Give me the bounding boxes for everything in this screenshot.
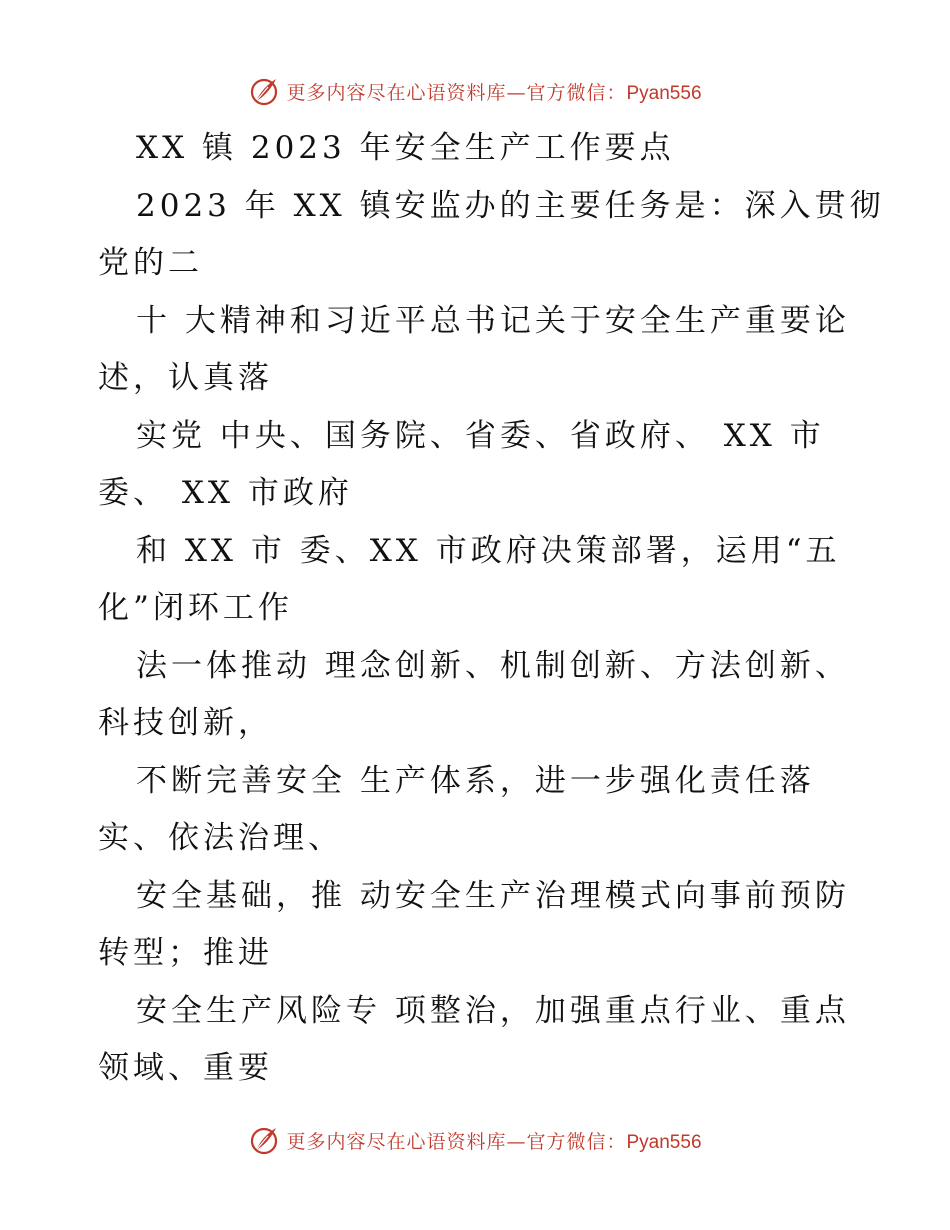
paragraph-line: 领域、重要 <box>98 1050 273 1086</box>
footer-watermark-banner <box>0 1120 950 1160</box>
watermark-text: 更多内容尽在心语资料库—官方微信：Pyan556 <box>286 1130 702 1153</box>
watermark-text: 更多内容尽在心语资料库—官方微信：Pyan556 <box>286 81 702 104</box>
paragraph-line: 2023 年 XX 镇安监办的主要任务是：深入贯彻 <box>136 187 885 224</box>
paragraph-line: 党的二 <box>98 245 203 281</box>
header-watermark-banner <box>0 71 950 111</box>
paragraph-line: 安全生产风险专 项整治，加强重点行业、重点 <box>136 992 850 1029</box>
feather-pen-logo-icon <box>248 1124 280 1156</box>
document-title: XX 镇 2023 年安全生产工作要点 <box>136 130 675 166</box>
paragraph-line: 委、 XX 市政府 <box>98 475 353 511</box>
paragraph-line: 和 XX 市 委、XX 市政府决策部署，运用“五 <box>136 532 841 569</box>
paragraph-line: 安全基础，推 动安全生产治理模式向事前预防 <box>136 877 850 914</box>
paragraph-line: 述，认真落 <box>98 360 273 396</box>
paragraph-line: 实党 中央、国务院、省委、省政府、 XX 市 <box>136 417 825 454</box>
paragraph-line: 不断完善安全 生产体系，进一步强化责任落 <box>136 762 815 799</box>
document-body <box>98 120 885 1098</box>
watermark-handle: Pyan556 <box>626 1131 702 1153</box>
paragraph-line: 转型；推进 <box>98 935 273 971</box>
paragraph-line: 法一体推动 理念创新、机制创新、方法创新、 <box>136 647 850 684</box>
feather-pen-logo-icon <box>248 75 280 107</box>
paragraph-line: 实、依法治理、 <box>98 820 343 856</box>
paragraph-line: 化”闭环工作 <box>98 590 293 626</box>
paragraph-line: 十 大精神和习近平总书记关于安全生产重要论 <box>136 302 850 339</box>
paragraph-line: 科技创新， <box>98 705 273 741</box>
watermark-handle: Pyan556 <box>626 82 702 104</box>
